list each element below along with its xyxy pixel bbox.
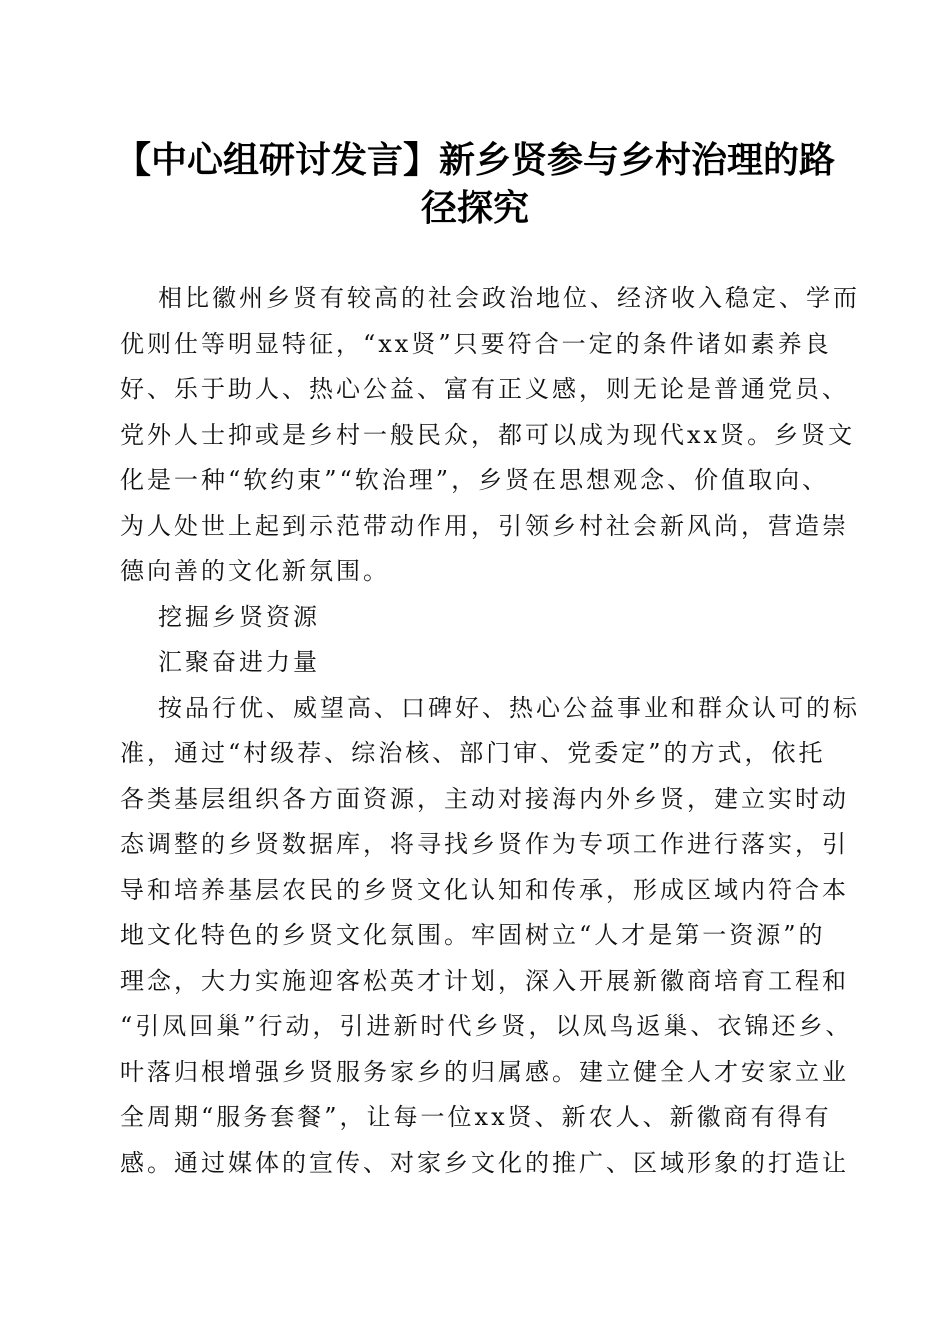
text-line: 导和培养基层农民的乡贤文化认知和传承，形成区域内符合本: [120, 875, 849, 904]
text-line: 理念，大力实施迎客松英才计划，深入开展新徽商培育工程和: [120, 966, 849, 995]
title-line-1: 【中心组研讨发言】新乡贤参与乡村治理的路: [114, 139, 835, 181]
text-line: 态调整的乡贤数据库，将寻找乡贤作为专项工作进行落实，引: [120, 830, 849, 858]
text-line: 挖掘乡贤资源: [158, 602, 320, 631]
text-line: 感。通过媒体的宣传、对家乡文化的推广、区域形象的打造让: [120, 1148, 849, 1177]
section-heading-2: [120, 640, 830, 686]
text-line: 全周期“服务套餐”，让每一位xx贤、新农人、新徽商有得有: [120, 1103, 832, 1131]
paragraph-intro: [120, 276, 860, 595]
text-line: 优则仕等明显特征，“xx贤”只要符合一定的条件诸如素养良: [120, 329, 832, 358]
section-heading-1: [120, 595, 830, 641]
text-line: 化是一种“软约束”“软治理”，乡贤在思想观念、价值取向、: [120, 466, 830, 494]
text-line: 准，通过“村级荐、综治核、部门审、党委定”的方式，依托: [120, 739, 826, 767]
text-line: 好、乐于助人、热心公益、富有正义感，则无论是普通党员、: [120, 375, 849, 403]
text-line: 为人处世上起到示范带动作用，引领乡村社会新风尚，营造崇: [120, 511, 849, 540]
text-line: 德向善的文化新氛围。: [120, 557, 390, 585]
title-line-2: 径探究: [420, 187, 529, 229]
text-line: “引凤回巢”行动，引进新时代乡贤，以凤鸟返巢、衣锦还乡、: [120, 1012, 853, 1040]
text-line: 叶落归根增强乡贤服务家乡的归属感。建立健全人才安家立业: [120, 1057, 849, 1086]
text-line: 相比徽州乡贤有较高的社会政治地位、经济收入稳定、学而: [158, 284, 860, 312]
text-line: 地文化特色的乡贤文化氛围。牢固树立“人才是第一资源”的: [120, 921, 826, 949]
text-line: 汇聚奋进力量: [158, 648, 320, 676]
text-line: 各类基层组织各方面资源，主动对接海内外乡贤，建立实时动: [120, 784, 849, 813]
text-line: 按品行优、威望高、口碑好、热心公益事业和群众认可的标: [158, 693, 860, 722]
document-title: [100, 136, 850, 232]
document-body: [120, 276, 860, 1186]
paragraph-main: [120, 686, 860, 1187]
text-line: 党外人士抑或是乡村一般民众，都可以成为现代xx贤。乡贤文: [120, 420, 856, 449]
